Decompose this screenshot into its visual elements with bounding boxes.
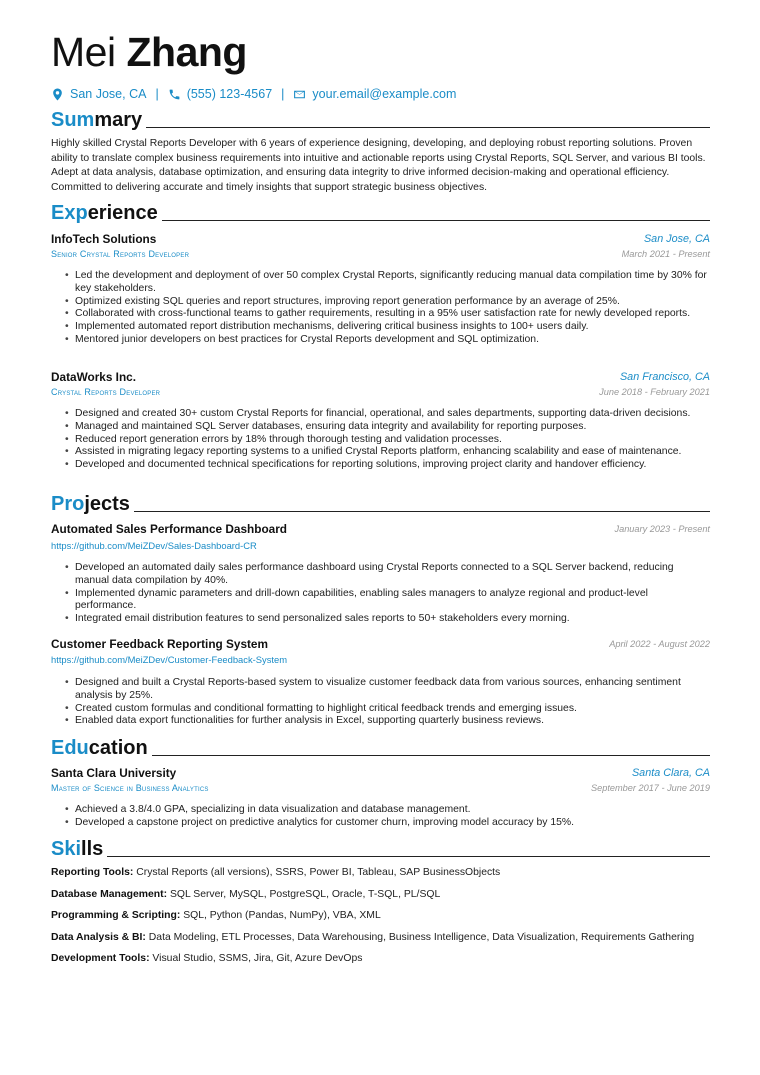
skill-row-reporting: Reporting Tools: Crystal Reports (all versions), SSRS, Power BI, Tableau, SAP BusinessObjects (51, 867, 501, 878)
list-item: • Managed and maintained SQL Server databases, ensuring data integrity and availability for reporting purposes. (65, 421, 710, 434)
location-text: San Jose, CA (70, 87, 147, 101)
section-rule (152, 755, 710, 756)
degree: Master of Science in Business Analytics (51, 783, 209, 793)
job-bullets (65, 270, 710, 347)
section-title: Experience (51, 202, 158, 224)
project-link[interactable]: https://github.com/MeiZDev/Sales-Dashboard-CR (51, 540, 257, 551)
project-name: Customer Feedback Reporting System (51, 637, 268, 651)
list-item: • Implemented automated report distribution mechanisms, delivering critical business insights to 100+ users daily. (65, 321, 710, 334)
list-item: • Reduced report generation errors by 18% through thorough testing and validation processes. (65, 434, 710, 447)
email-text: your.email@example.com (312, 87, 457, 101)
contact-line (51, 85, 456, 103)
contact-separator: | (281, 87, 285, 101)
job-location: San Francisco, CA (619, 371, 710, 383)
list-item: • Optimized existing SQL queries and report structures, improving report generation performance by an average of 25%. (65, 296, 710, 309)
job-location: San Jose, CA (643, 233, 710, 245)
section-title: Projects (51, 493, 130, 515)
envelope-icon (293, 88, 306, 101)
job-bullets (65, 408, 710, 472)
education-dates: September 2017 - June 2019 (590, 783, 710, 793)
list-item: • Designed and built a Crystal Reports-based system to visualize customer feedback data from various sources, enhancing sentiment analysis by 25%. (65, 677, 710, 703)
section-rule (134, 511, 710, 512)
education-bullets (65, 804, 710, 830)
job-dates: June 2018 - February 2021 (599, 387, 710, 397)
job-company: InfoTech Solutions (51, 232, 157, 246)
contact-email[interactable] (293, 87, 456, 101)
list-item: • Mentored junior developers on best practices for Crystal Reports development and SQL optimization. (65, 334, 710, 347)
list-item: • Assisted in migrating legacy reporting systems to a unified Crystal Reports platform, enhancing scalability and ease of maintenance. (65, 446, 710, 459)
projects-heading (51, 491, 710, 515)
skill-row-programming: Programming & Scripting: SQL, Python (Pandas, NumPy), VBA, XML (51, 910, 381, 921)
job-company: DataWorks Inc. (51, 370, 137, 384)
section-title: Skills (51, 838, 104, 860)
project-dates: April 2022 - August 2022 (609, 639, 710, 649)
phone-text: (555) 123-4567 (186, 87, 273, 101)
education-heading (51, 735, 710, 759)
list-item: • Implemented dynamic parameters and drill-down capabilities, enabling sales managers to analyze regional and product-level performance. (65, 588, 710, 614)
list-item: • Designed and created 30+ custom Crystal Reports for financial, operational, and sales departments, supporting data-driven decisions. (65, 408, 710, 421)
list-item: • Created custom formulas and conditional formatting to highlight critical feedback trends and emerging issues. (65, 703, 710, 716)
summary-heading (51, 107, 710, 131)
phone-icon (168, 88, 181, 101)
summary-text: Highly skilled Crystal Reports Developer with 6 years of experience designing, developing, and deploying robust reporting solutions. Proven ability to translate complex business requirements into intuitive and actionable reports using Crystal Reports, SQL Server, and various BI tools. Adept at data analysis, database optimization, and ensuring data integrity to drive informed decision-making and operational efficiency. Committed to delivering accurate and timely insights that support strategic business objectives. (51, 138, 706, 193)
project-dates: January 2023 - Present (614, 524, 710, 534)
job-dates: March 2021 - Present (621, 249, 710, 259)
skill-row-analysis: Data Analysis & BI: Data Modeling, ETL Processes, Data Warehousing, Business Intelligence, Data Visualization, Requirements Gathering (51, 932, 695, 943)
section-rule (162, 220, 710, 221)
skill-row-database: Database Management: SQL Server, MySQL, PostgreSQL, Oracle, T-SQL, PL/SQL (51, 889, 441, 900)
section-rule (146, 127, 710, 128)
last-name: Zhang (126, 29, 247, 75)
project-bullets (65, 562, 710, 626)
candidate-name (51, 28, 247, 76)
first-name: Mei (51, 29, 116, 75)
map-marker-icon (51, 88, 64, 101)
skills-heading (51, 836, 710, 860)
contact-phone[interactable] (168, 87, 272, 101)
job-role: Senior Crystal Reports Developer (51, 249, 190, 259)
list-item: • Led the development and deployment of over 50 complex Crystal Reports, significantly reducing manual data compilation time by 30% for key stakeholders. (65, 270, 710, 296)
project-link[interactable]: https://github.com/MeiZDev/Customer-Feedback-System (51, 654, 288, 665)
skill-row-dev-tools: Development Tools: Visual Studio, SSMS, Jira, Git, Azure DevOps (51, 953, 363, 964)
section-title: Summary (51, 109, 143, 131)
project-name: Automated Sales Performance Dashboard (51, 522, 288, 536)
section-title: Education (51, 737, 148, 759)
list-item: • Developed and documented technical specifications for reporting solutions, improving project clarity and handover efficiency. (65, 459, 710, 472)
list-item: • Achieved a 3.8/4.0 GPA, specializing in data visualization and database management. (65, 804, 710, 817)
school-location: Santa Clara, CA (631, 767, 710, 779)
job-role: Crystal Reports Developer (51, 387, 161, 397)
contact-separator: | (155, 87, 159, 101)
list-item: • Collaborated with cross-functional teams to gather requirements, resulting in a 95% user satisfaction rate for newly developed reports. (65, 308, 710, 321)
experience-heading (51, 200, 710, 224)
list-item: • Developed an automated daily sales performance dashboard using Crystal Reports connected to a SQL Server backend, reducing manual data compilation by 40%. (65, 562, 710, 588)
list-item: • Developed a capstone project on predictive analytics for customer churn, improving model accuracy by 15%. (65, 817, 710, 830)
project-bullets (65, 677, 710, 728)
contact-location (51, 87, 146, 101)
school-name: Santa Clara University (51, 766, 177, 780)
section-rule (107, 856, 710, 857)
list-item: • Enabled data export functionalities for further analysis in Excel, supporting quarterly business reviews. (65, 715, 710, 728)
list-item: • Integrated email distribution features to send personalized sales reports to 50+ stakeholders every morning. (65, 613, 710, 626)
